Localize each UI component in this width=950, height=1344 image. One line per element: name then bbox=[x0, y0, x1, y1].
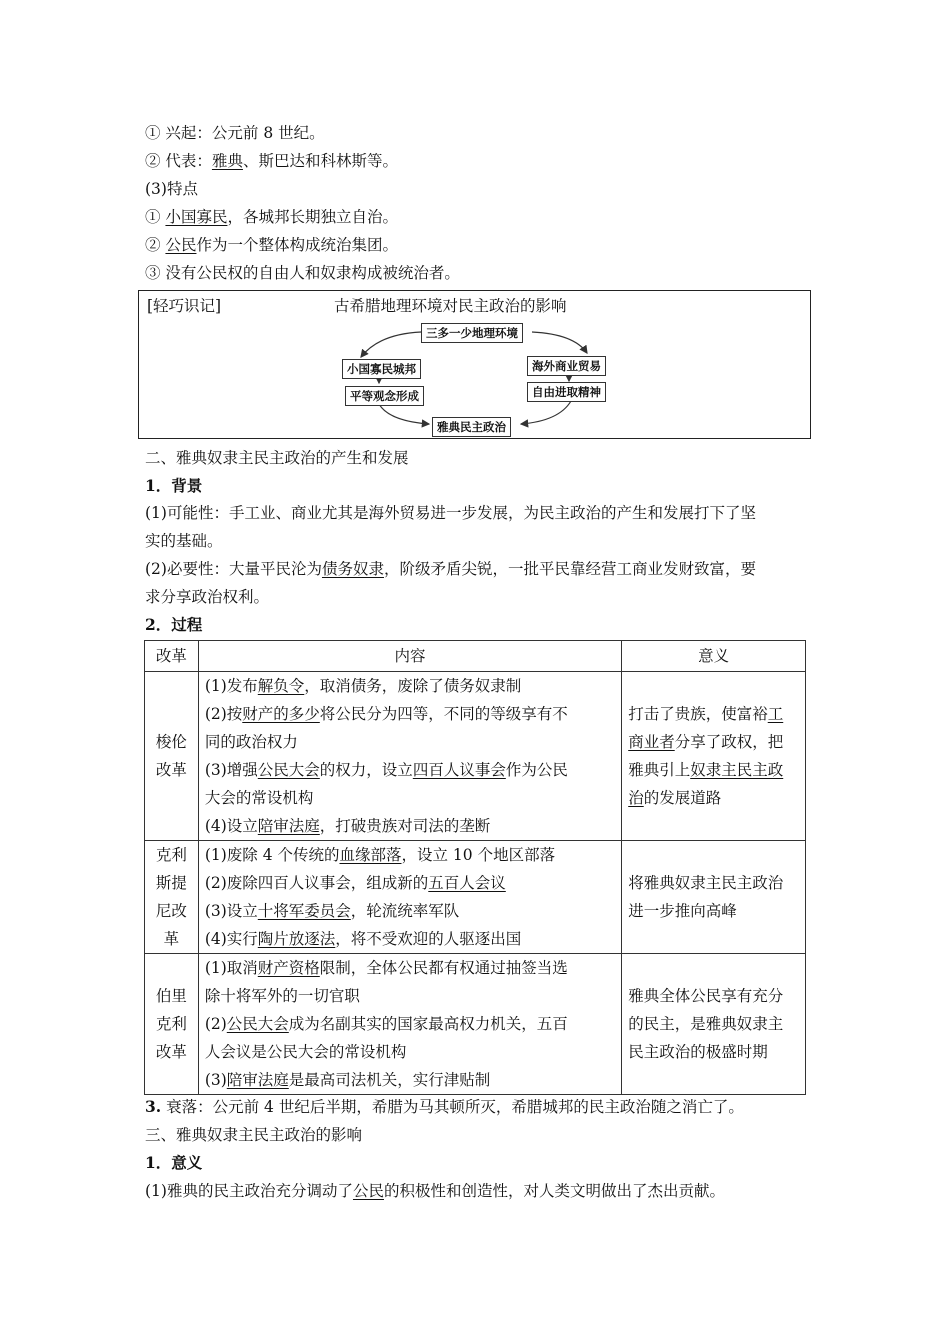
meaning-heading: 1．意义 bbox=[145, 1153, 203, 1172]
decline-text: 衰落：公元前 4 世纪后半期，希腊为马其顿所灭，希腊城邦的民主政治随之消亡了。 bbox=[161, 1098, 744, 1116]
text-line: ③ 没有公民权的自由人和奴隶构成被统治者。 bbox=[145, 264, 460, 282]
node-geography: 三多一少地理环境 bbox=[421, 323, 523, 343]
underlined-term: 雅典 bbox=[211, 152, 243, 170]
meaning-line: 将雅典奴隶主民主政治 bbox=[628, 874, 784, 892]
decline-number: 3. bbox=[145, 1097, 162, 1116]
content-line: (2)废除四百人议事会，组成新的五百人会议 bbox=[204, 874, 506, 892]
node-overseas-trade: 海外商业贸易 bbox=[527, 356, 606, 376]
meaning-line: 治的发展道路 bbox=[628, 789, 722, 807]
reform-meaning bbox=[622, 954, 806, 1095]
decline-line bbox=[145, 1096, 744, 1118]
memory-tip-box bbox=[138, 290, 811, 439]
reform-name bbox=[145, 954, 199, 1095]
underlined-term: 奴隶主民主政 bbox=[690, 761, 784, 779]
content-line: 人会议是公民大会的常设机构 bbox=[204, 1043, 407, 1061]
reform-name-line: 克利 bbox=[155, 1015, 187, 1033]
underlined-term: 债务奴隶 bbox=[321, 560, 384, 578]
reform-meaning bbox=[622, 672, 806, 841]
node-athens-democracy: 雅典民主政治 bbox=[432, 417, 511, 437]
meaning-line: 进一步推向高峰 bbox=[628, 902, 737, 920]
meaning-line: 商业者分享了政权，把 bbox=[628, 733, 784, 751]
reform-name-line: 梭伦 bbox=[155, 733, 187, 751]
underlined-term: 财产资格 bbox=[257, 959, 320, 977]
section3-heading: 三、雅典奴隶主民主政治的影响 bbox=[145, 1126, 363, 1144]
section2-heading: 二、雅典奴隶主民主政治的产生和发展 bbox=[145, 449, 409, 467]
reform-name-line: 伯里 bbox=[155, 987, 187, 1005]
meaning-line: 民主政治的极盛时期 bbox=[628, 1043, 768, 1061]
text-line: ② 代表：雅典、斯巴达和科林斯等。 bbox=[145, 152, 398, 170]
reform-content bbox=[198, 841, 621, 954]
reform-name-line: 尼改 bbox=[155, 902, 187, 920]
underlined-term: 商业者 bbox=[628, 733, 675, 751]
text-line: (2)必要性：大量平民沦为债务奴隶，阶级矛盾尖锐，一批平民靠经营工商业发财致富，要 bbox=[145, 560, 756, 578]
meaning-line: 雅典全体公民享有充分 bbox=[628, 987, 784, 1005]
process-heading: 2．过程 bbox=[145, 615, 203, 634]
content-line: (1)取消财产资格限制，全体公民都有权通过抽签当选 bbox=[204, 959, 568, 977]
diagram-title: 古希腊地理环境对民主政治的影响 bbox=[334, 297, 567, 315]
content-line: (1)发布解负令，取消债务，废除了债务奴隶制 bbox=[204, 677, 522, 695]
meaning-line: 的民主，是雅典奴隶主 bbox=[628, 1015, 784, 1033]
content-line: (1)废除 4 个传统的血缘部落，设立 10 个地区部落 bbox=[204, 846, 556, 864]
text-line: 求分享政治权利。 bbox=[145, 588, 270, 606]
table-header-row bbox=[145, 641, 806, 672]
underlined-term: 陪审法庭 bbox=[226, 1071, 289, 1089]
underlined-term: 公民大会 bbox=[226, 1015, 289, 1033]
header-meaning: 意义 bbox=[622, 641, 806, 672]
underlined-term: 公民大会 bbox=[257, 761, 320, 779]
arrow-top-right bbox=[532, 332, 587, 353]
reform-content bbox=[198, 672, 621, 841]
meaning-line: 打击了贵族，使富裕工 bbox=[628, 705, 784, 723]
reform-name-line: 斯提 bbox=[155, 874, 187, 892]
node-small-city-state: 小国寡民城邦 bbox=[342, 359, 421, 379]
text-line: ② 公民作为一个整体构成统治集团。 bbox=[145, 236, 398, 254]
underlined-term: 陶片放逐法 bbox=[257, 930, 336, 948]
underlined-term: 公民 bbox=[165, 236, 197, 254]
content-line: (4)设立陪审法庭，打破贵族对司法的垄断 bbox=[204, 817, 491, 835]
underlined-term: 十将军委员会 bbox=[257, 902, 351, 920]
reform-meaning bbox=[622, 841, 806, 954]
underlined-term: 小国寡民 bbox=[165, 208, 228, 226]
table-row bbox=[145, 841, 806, 954]
content-line: (3)设立十将军委员会，轮流统率军队 bbox=[204, 902, 460, 920]
underlined-term: 四百人议事会 bbox=[412, 761, 506, 779]
underlined-term: 陪审法庭 bbox=[257, 817, 320, 835]
content-line: (3)陪审法庭是最高司法机关，实行津贴制 bbox=[204, 1071, 491, 1089]
text-line: ① 小国寡民，各城邦长期独立自治。 bbox=[145, 208, 398, 226]
content-line: 除十将军外的一切官职 bbox=[204, 987, 360, 1005]
header-reform: 改革 bbox=[145, 641, 199, 672]
arrow-left-bottom bbox=[379, 404, 429, 424]
reform-content bbox=[198, 954, 621, 1095]
content-line: 大会的常设机构 bbox=[204, 789, 314, 807]
underlined-term: 财产的多少 bbox=[242, 705, 320, 723]
content-line: (2)公民大会成为名副其实的国家最高权力机关，五百 bbox=[204, 1015, 568, 1033]
reform-table bbox=[144, 640, 806, 1095]
background-heading: 1．背景 bbox=[145, 476, 203, 495]
underlined-term: 治 bbox=[628, 789, 644, 807]
content-line: (3)增强公民大会的权力，设立四百人议事会作为公民 bbox=[204, 761, 568, 779]
reform-name-line: 改革 bbox=[155, 761, 187, 779]
box-label: [轻巧识记] bbox=[147, 297, 222, 315]
content-line: (4)实行陶片放逐法，将不受欢迎的人驱逐出国 bbox=[204, 930, 522, 948]
underlined-term: 解负令 bbox=[257, 677, 305, 695]
reform-name-line: 改革 bbox=[155, 1043, 187, 1061]
text-line: (1)可能性：手工业、商业尤其是海外贸易进一步发展，为民主政治的产生和发展打下了坚 bbox=[145, 504, 756, 522]
underlined-term: 工 bbox=[767, 705, 784, 723]
meaning-line: 雅典引上奴隶主民主政 bbox=[628, 761, 784, 779]
node-free-spirit: 自由进取精神 bbox=[527, 382, 606, 402]
underlined-term: 五百人会议 bbox=[428, 874, 506, 892]
content-line: (2)按财产的多少将公民分为四等，不同的等级享有不 bbox=[204, 705, 568, 723]
reform-name bbox=[145, 672, 199, 841]
arrow-top-left bbox=[361, 332, 421, 357]
text-line: (1)雅典的民主政治充分调动了公民的积极性和创造性，对人类文明做出了杰出贡献。 bbox=[145, 1182, 725, 1200]
reform-name bbox=[145, 841, 199, 954]
table-row bbox=[145, 672, 806, 841]
underlined-term: 公民 bbox=[352, 1182, 384, 1200]
text-line: (3)特点 bbox=[145, 180, 198, 198]
content-line: 同的政治权力 bbox=[204, 733, 298, 751]
underlined-term: 血缘部落 bbox=[339, 846, 402, 864]
arrow-right-bottom bbox=[521, 401, 571, 424]
text-line: 实的基础。 bbox=[145, 532, 223, 550]
reform-name-line: 革 bbox=[163, 930, 180, 948]
text-line: ① 兴起：公元前 8 世纪。 bbox=[145, 124, 325, 142]
header-content: 内容 bbox=[198, 641, 621, 672]
table-row bbox=[145, 954, 806, 1095]
node-equality: 平等观念形成 bbox=[345, 386, 424, 406]
reform-name-line: 克利 bbox=[155, 846, 187, 864]
